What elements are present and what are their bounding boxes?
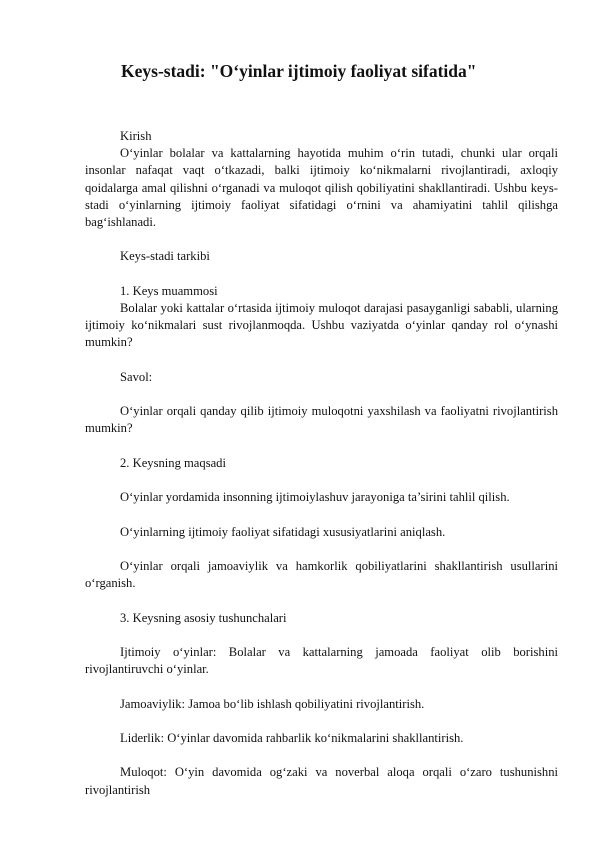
paragraph-goal-3: O‘yinlar orqali jamoaviylik va hamkorlik qobiliyatlarini shakllantirish usullarini o‘rganish.: [85, 558, 558, 591]
heading-kirish: Kirish: [120, 129, 152, 143]
paragraph-goal-1: O‘yinlar yordamida insonning ijtimoiylashuv jarayoniga ta’sirini tahlil qilish.: [120, 490, 510, 505]
paragraph-question: O‘yinlar orqali qanday qilib ijtimoiy muloqotni yaxshilash va faoliyatni rivojlantirish mumkin?: [85, 404, 558, 436]
document-body: [85, 128, 558, 799]
heading-goal: 2. Keysning maqsadi: [120, 455, 226, 470]
document-title: Keys-stadi: "O‘yinlar ijtimoiy faoliyat sifatida": [121, 61, 477, 81]
paragraph-problem: Bolalar yoki kattalar o‘rtasida ijtimoiy muloqot darajasi pasayganligi sababli, ularning ijtimoiy ko‘nikmalari sust rivojlanmoqda. Ushbu vaziyatda o‘yinlar qanday rol o‘ynashi mumkin?: [85, 301, 558, 350]
paragraph-intro: O‘yinlar bolalar va kattalarning hayotida muhim o‘rin tutadi, chunki ular orqali insonlar nafaqat vaqt o‘tkazadi, balki ijtimoiy ko‘nikmalarni rivojlantiradi, axloqiy qoidalarga amal qilishni o‘rganadi va muloqot qilish qobiliyatini shakllantiradi. Ushbu keys-stadi o‘yinlarning ijtimoiy faoliyat sifatidagi o‘rnini va ahamiyatini tahlil qilishga bag‘ishlanadi.: [85, 146, 558, 230]
heading-concepts: 3. Keysning asosiy tushunchalari: [120, 610, 287, 625]
paragraph-goal-2: O‘yinlarning ijtimoiy faoliyat sifatidagi xususiyatlarini aniqlash.: [120, 524, 446, 539]
paragraph-concept-teamwork: Jamoaviylik: Jamoa bo‘lib ishlash qobiliyatini rivojlantirish.: [120, 696, 425, 711]
heading-structure: Keys-stadi tarkibi: [120, 249, 210, 264]
paragraph-concept-communication: Muloqot: O‘yin davomida og‘zaki va noverbal aloqa orqali o‘zaro tushunishni rivojlantirish: [85, 765, 558, 797]
paragraph-concept-social-games: Ijtimoiy o‘yinlar: Bolalar va kattalarning jamoada faoliyat olib borishini rivojlantiruvchi o‘yinlar.: [85, 644, 558, 677]
heading-question: Savol:: [120, 369, 153, 384]
heading-problem: 1. Keys muammosi: [120, 283, 218, 298]
paragraph-concept-leadership: Liderlik: O‘yinlar davomida rahbarlik ko‘nikmalarini shakllantirish.: [120, 730, 464, 745]
